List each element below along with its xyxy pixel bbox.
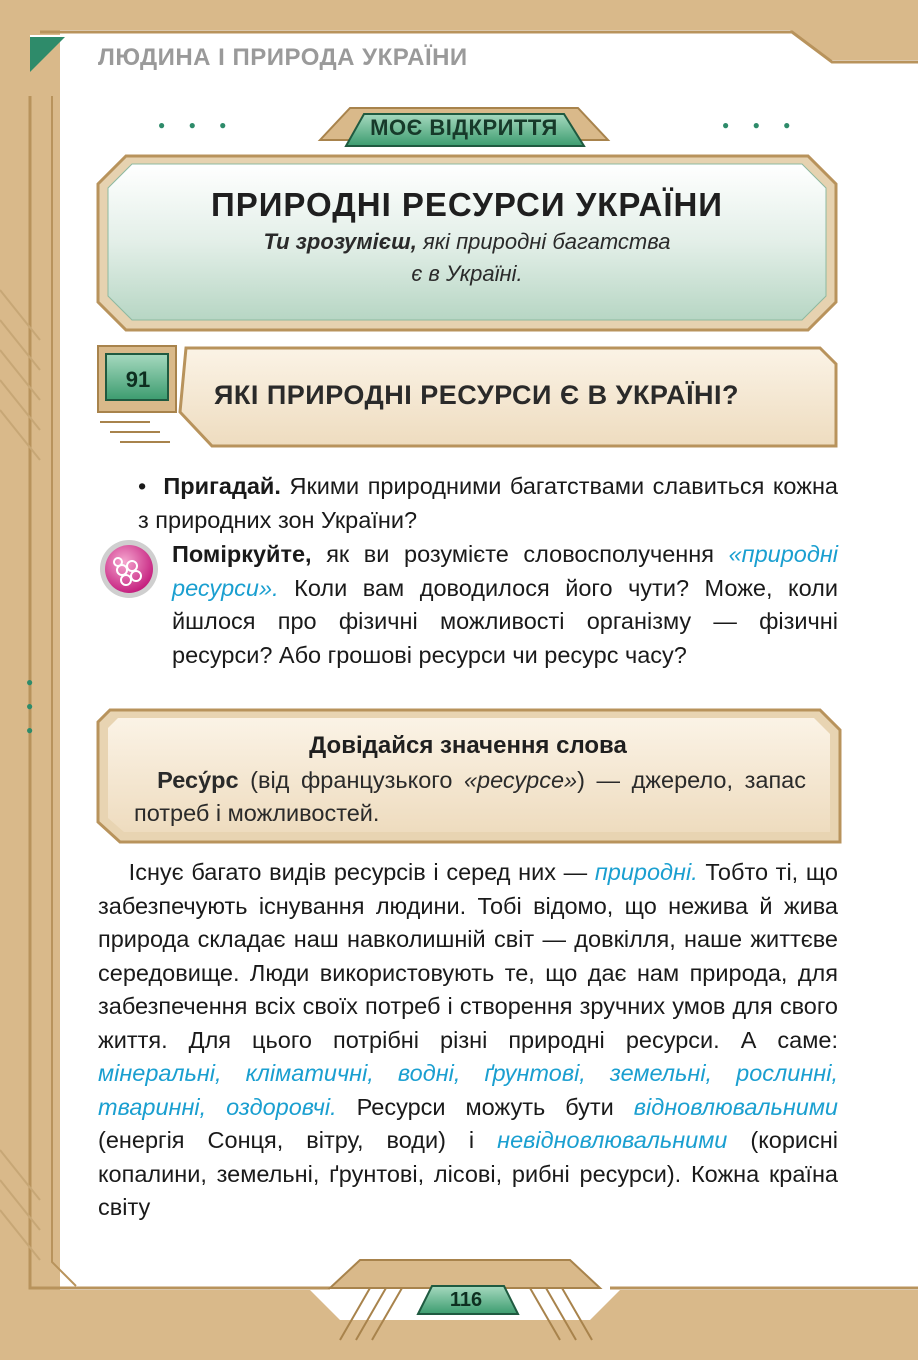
page-number: 116	[449, 1288, 483, 1311]
word-definition	[134, 764, 806, 830]
word-text-1: (від французького	[238, 767, 464, 793]
main-text-5: (корисні копалини, земельні, ґрунтові, лісові, рибні ресурси). Кожна країна світу	[98, 1127, 838, 1220]
think-label: Поміркуйте,	[172, 541, 312, 567]
recall-block	[98, 470, 838, 537]
word-text-2: ) — джерело, запас потреб і можливостей.	[134, 767, 806, 826]
word-term: Ресу́рс	[157, 767, 239, 793]
main-text-4: (енергія Сонця, вітру, води) і	[98, 1127, 498, 1153]
recall-text: Якими природними багатствами славиться кожна з природних зон України?	[138, 473, 838, 533]
think-text-1: як ви розумієте словосполучення	[311, 541, 729, 567]
main-term-nonrenewable: невідновлювальними	[497, 1127, 728, 1153]
main-term-list: мінеральні, кліматичні, водні, ґрунтові, земельні, рослинні, тваринні, оздоровчі.	[98, 1060, 838, 1120]
topic-title: ПРИРОДНІ РЕСУРСИ УКРАЇНИ	[210, 186, 724, 223]
lesson-number: 91	[125, 367, 151, 392]
think-text-2: Коли вам доводилося його чути? Може, коли йшлося про фізичні можливості організму — фізичні ресурси? Або грошові ресурси чи ресурс часу?	[172, 574, 838, 668]
recall-label: Пригадай.	[163, 473, 281, 499]
main-text-3: Ресурси можуть бути	[336, 1093, 634, 1120]
main-paragraph	[98, 856, 838, 1225]
decor-dots-side: ● ● ●	[26, 675, 34, 737]
main-text-1: Існує багато видів ресурсів і серед них —	[128, 859, 595, 885]
chapter-header: ЛЮДИНА І ПРИРОДА УКРАЇНИ	[98, 44, 468, 71]
word-title: Довідайся значення слова	[309, 732, 627, 759]
main-text-2: Тобто ті, що забезпечують існування людини. Тобі відомо, що нежива й жива природа складає наш навколишній світ — довкілля, наше життєве середовище. Люди використовують те, що дає нам природа, для забезпечення всіх своїх потреб і створення зручних умов для свого життя. Для цього потрібні різні природні ресурси. А саме:	[98, 859, 839, 1053]
topic-subtitle	[102, 226, 832, 290]
section-title: ЯКІ ПРИРОДНІ РЕСУРСИ Є В УКРАЇНІ?	[214, 380, 740, 410]
decor-dots-right: ● ● ●	[722, 118, 801, 132]
think-term: «природні ресурси».	[172, 541, 838, 601]
subtitle-bold: Ти зрозумієш,	[263, 229, 417, 254]
word-origin: «ресурсе»	[463, 767, 578, 793]
discovery-tab-label: МОЄ ВІДКРИТТЯ	[370, 115, 558, 140]
discovery-box	[102, 160, 832, 320]
word-meaning-box	[100, 712, 836, 840]
think-icon	[98, 538, 160, 600]
main-term-renewable: відновлювальними	[633, 1093, 839, 1120]
decor-dots-left: ● ● ●	[158, 118, 237, 132]
subtitle-text-1: які природні багатства	[416, 229, 671, 254]
main-term-natural: природні.	[594, 859, 698, 885]
bullet: •	[138, 473, 147, 499]
think-block	[172, 538, 838, 672]
subtitle-text-2: є в Україні.	[411, 261, 523, 286]
